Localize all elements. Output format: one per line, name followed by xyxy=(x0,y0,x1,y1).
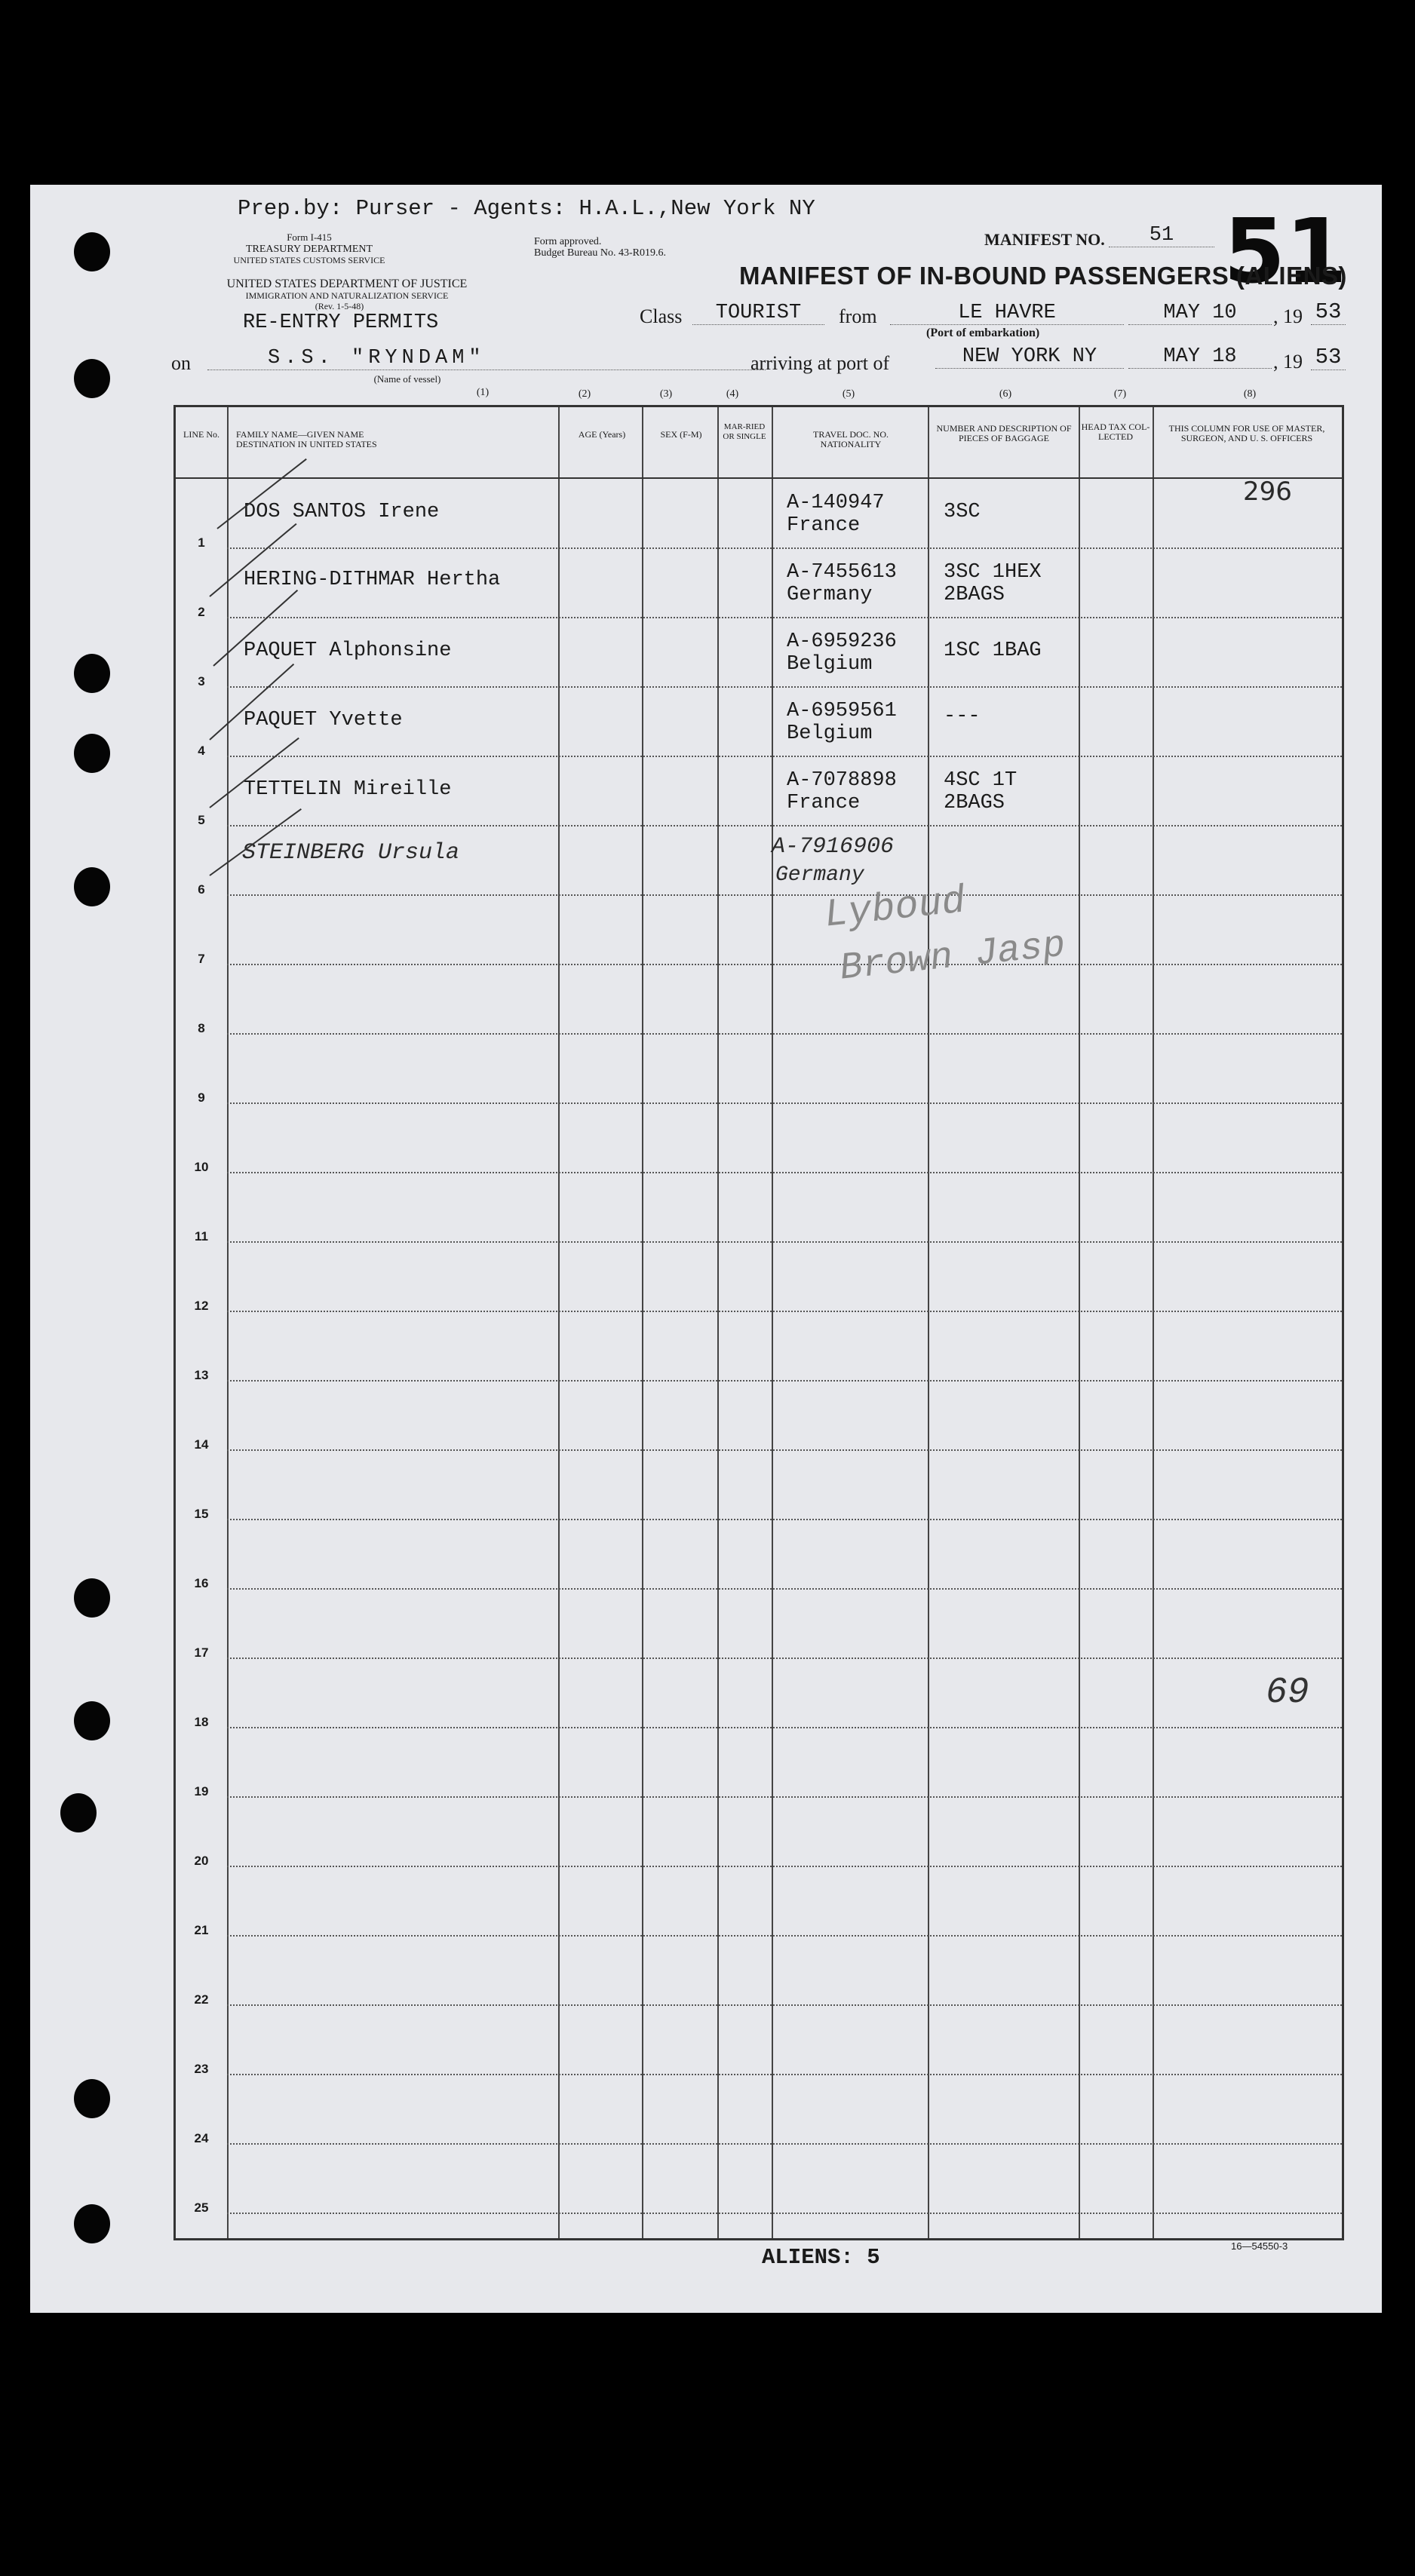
passenger-name: PAQUET Yvette xyxy=(244,709,403,731)
baggage: 4SC 1T xyxy=(944,769,1018,792)
customs-service: UNITED STATES CUSTOMS SERVICE xyxy=(233,255,385,265)
class-label: Class xyxy=(640,305,683,327)
col-number: (8) xyxy=(1243,388,1257,400)
from-label: from xyxy=(839,305,877,327)
col-number: (7) xyxy=(1113,388,1127,400)
line-number: 23 xyxy=(194,2062,209,2076)
arrival-year: 53 xyxy=(1311,345,1346,370)
departure-year: 53 xyxy=(1311,299,1346,325)
ins-service: IMMIGRATION AND NATURALIZATION SERVICE xyxy=(245,290,449,301)
line-number: 9 xyxy=(198,1090,205,1105)
header-married: MAR-RIED OR SINGLE xyxy=(723,422,766,441)
prepared-by: Prep.by: Purser - Agents: H.A.L.,New York NY xyxy=(238,196,815,221)
treasury-dept: TREASURY DEPARTMENT xyxy=(245,244,373,255)
line-number: 15 xyxy=(194,1507,209,1521)
header-travel-doc: TRAVEL DOC. NO. NATIONALITY xyxy=(812,429,889,449)
departure-date: MAY 10 xyxy=(1128,302,1272,325)
vessel-name: S.S. "RYNDAM" xyxy=(207,347,766,370)
reentry-permits: RE-ENTRY PERMITS xyxy=(243,311,439,334)
travel-doc-number: A-6959561 xyxy=(787,700,897,722)
year-prefix-arrival: , 19 xyxy=(1273,351,1303,373)
header-name: FAMILY NAME—GIVEN NAME DESTINATION IN UNITED STATES xyxy=(236,429,377,449)
nationality: Germany xyxy=(787,584,873,606)
header-officers: THIS COLUMN FOR USE OF MASTER, SURGEON, AND U. S. OFFICERS xyxy=(1168,423,1325,443)
signature: Lyboud xyxy=(822,879,968,938)
baggage-line2: 2BAGS xyxy=(944,584,1005,606)
manifest-title: MANIFEST OF IN-BOUND PASSENGERS (ALIENS) xyxy=(739,262,1347,290)
arrival-date: MAY 18 xyxy=(1128,345,1272,369)
arrival-port: NEW YORK NY xyxy=(935,345,1124,369)
header-line-no: LINE No. xyxy=(183,429,219,440)
line-number: 12 xyxy=(194,1299,209,1313)
embark-note: (Port of embarkation) xyxy=(926,327,1040,339)
punch-hole xyxy=(60,1793,97,1832)
baggage: --- xyxy=(944,705,981,728)
passenger-name-handwritten: STEINBERG Ursula xyxy=(242,840,460,866)
on-label: on xyxy=(171,352,191,374)
line-number: 3 xyxy=(198,674,205,688)
col-number: (3) xyxy=(659,388,673,400)
punch-hole xyxy=(74,1701,110,1740)
travel-doc-number: A-7455613 xyxy=(787,561,897,584)
baggage: 1SC 1BAG xyxy=(944,639,1042,662)
manifest-number: 51 xyxy=(1109,224,1214,247)
margin-note: 69 xyxy=(1266,1673,1309,1713)
justice-dept: UNITED STATES DEPARTMENT OF JUSTICE xyxy=(226,278,468,290)
line-number: 14 xyxy=(194,1437,209,1452)
passenger-name: PAQUET Alphonsine xyxy=(244,639,452,662)
line-number: 11 xyxy=(195,1229,208,1244)
line-number: 16 xyxy=(194,1576,209,1590)
passenger-table xyxy=(173,405,1344,2240)
class-value: TOURIST xyxy=(692,302,824,325)
line-number: 18 xyxy=(194,1715,209,1729)
baggage: 3SC 1HEX xyxy=(944,561,1042,584)
col-number: (6) xyxy=(999,388,1012,400)
form-approved: Form approved. Budget Bureau No. 43-R019.6. xyxy=(534,236,666,259)
passenger-name: TETTELIN Mireille xyxy=(244,778,452,801)
punch-hole xyxy=(74,1578,110,1618)
col-number: (2) xyxy=(578,388,591,400)
punch-hole xyxy=(74,867,110,906)
nationality: Belgium xyxy=(787,653,873,676)
arriving-label: arriving at port of xyxy=(750,352,890,374)
manifest-big-number: 51 xyxy=(1223,199,1348,303)
manifest-label: MANIFEST NO. xyxy=(984,230,1105,249)
punch-hole xyxy=(74,654,110,693)
officer-note: 296 xyxy=(1243,477,1292,507)
travel-doc-number: A-6959236 xyxy=(787,630,897,653)
header-baggage: NUMBER AND DESCRIPTION OF PIECES OF BAGGAGE xyxy=(936,423,1072,443)
punch-hole xyxy=(74,2079,110,2118)
line-number: 2 xyxy=(198,605,205,619)
baggage-line2: 2BAGS xyxy=(944,792,1005,814)
line-number: 22 xyxy=(194,1992,209,2007)
form-code: 16—54550-3 xyxy=(1231,2240,1288,2252)
aliens-total: ALIENS: 5 xyxy=(762,2245,880,2270)
line-number: 6 xyxy=(198,882,205,897)
line-number: 25 xyxy=(194,2200,209,2215)
travel-doc-number: A-140947 xyxy=(787,492,885,514)
col-number: (1) xyxy=(476,387,490,398)
baggage: 3SC xyxy=(944,501,981,523)
punch-hole xyxy=(74,734,110,773)
line-number: 5 xyxy=(198,813,205,827)
header-age: AGE (Years) xyxy=(578,429,626,440)
manifest-sheet xyxy=(30,185,1382,2313)
line-number: 8 xyxy=(198,1021,205,1035)
travel-doc-number: A-7078898 xyxy=(787,769,897,792)
col-number: (4) xyxy=(726,388,739,400)
punch-hole xyxy=(74,232,110,271)
header-head-tax: HEAD TAX COL-LECTED xyxy=(1081,422,1150,442)
year-prefix: , 19 xyxy=(1273,305,1303,327)
punch-hole xyxy=(74,359,110,398)
vessel-note: (Name of vessel) xyxy=(373,373,441,385)
nationality-handwritten: Germany xyxy=(775,863,864,887)
signature-line2: Brown Jasp xyxy=(837,924,1068,991)
line-number: 10 xyxy=(194,1160,209,1174)
line-number: 1 xyxy=(198,535,205,550)
col-number: (5) xyxy=(842,388,855,400)
line-number: 17 xyxy=(194,1645,209,1660)
travel-doc-handwritten: A-7916906 xyxy=(772,834,895,860)
nationality: France xyxy=(787,514,861,537)
line-number: 20 xyxy=(194,1854,209,1868)
form-id: Form I-415 xyxy=(287,232,332,243)
line-number: 4 xyxy=(198,744,205,758)
punch-hole xyxy=(74,2204,110,2243)
line-number: 13 xyxy=(194,1368,209,1382)
nationality: France xyxy=(787,792,861,814)
port-of-embarkation: LE HAVRE xyxy=(890,302,1124,325)
passenger-name: DOS SANTOS Irene xyxy=(244,501,440,523)
passenger-name: HERING-DITHMAR Hertha xyxy=(244,569,501,591)
nationality: Belgium xyxy=(787,722,873,745)
line-number: 19 xyxy=(194,1784,209,1799)
line-number: 21 xyxy=(194,1923,209,1937)
line-number: 24 xyxy=(194,2131,209,2145)
header-sex: SEX (F-M) xyxy=(660,429,702,440)
line-number: 7 xyxy=(198,952,205,966)
rev-date: (Rev. 1-5-48) xyxy=(315,301,364,311)
